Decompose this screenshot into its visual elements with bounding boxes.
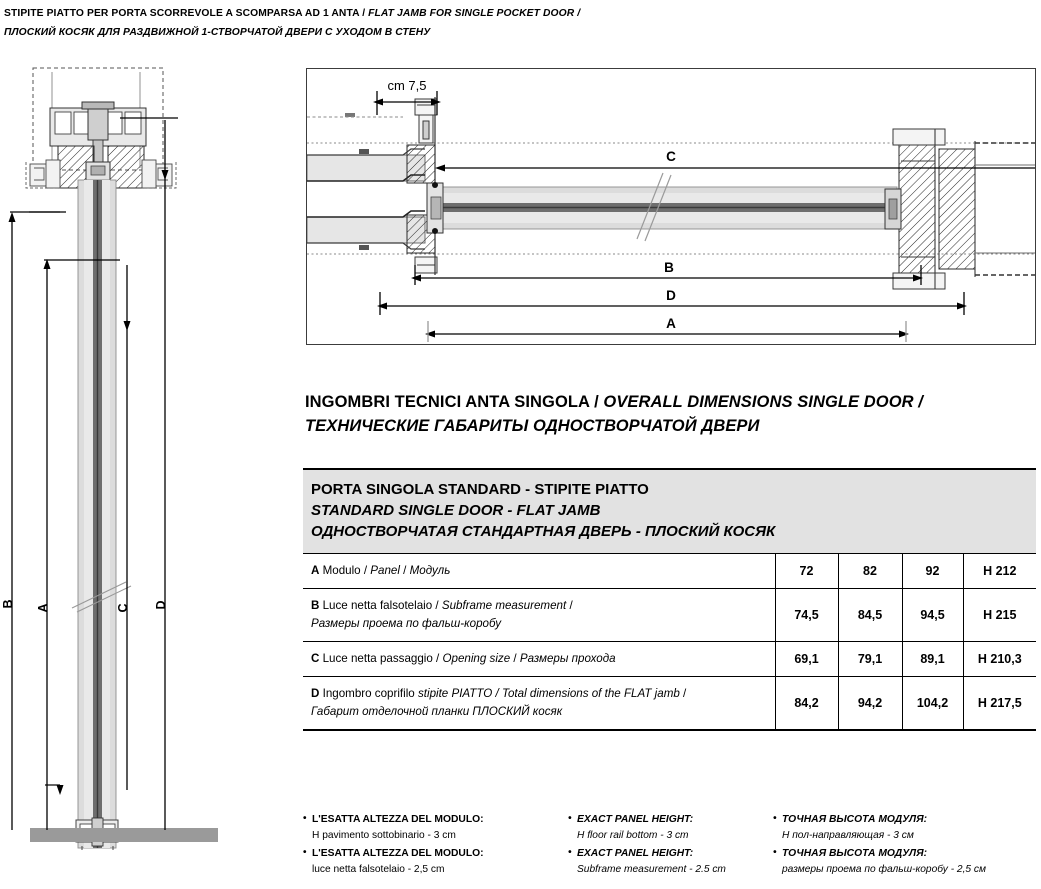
band-label-ru: ОДНОСТВОРЧАТАЯ СТАНДАРТНАЯ ДВЕРЬ - ПЛОСКИЙ КОСЯК [311, 523, 776, 540]
row-label [303, 589, 775, 642]
row-value: H 210,3 [963, 642, 1036, 677]
row-label [303, 642, 775, 677]
row-value: 94,2 [838, 677, 902, 730]
row-desc-mid: / [679, 687, 687, 700]
footnote-head: • L'ESATTA ALTEZZA DEL MODULO: [303, 846, 553, 862]
table-bottom-rule [303, 729, 1036, 731]
footnote-item [773, 812, 1041, 844]
footnote-item [568, 812, 768, 844]
footnote-head: • ТОЧНАЯ ВЫСОТА МОДУЛЯ: [773, 812, 1041, 828]
footnote-sub: Subframe measurement - 2.5 cm [577, 864, 726, 875]
floor-band [30, 828, 218, 842]
row-letter: D [311, 687, 320, 700]
row-letter: A [311, 564, 320, 577]
footnote-item [303, 812, 553, 844]
row-value: 92 [902, 554, 963, 589]
row-desc-it: Luce netta passaggio / [319, 652, 443, 665]
section-title [305, 390, 1035, 438]
footnote-item [568, 846, 768, 878]
row-desc-en: stipite PIATTO / Total dimensions of the FLAT jamb [417, 687, 680, 700]
elev-dim-d-label: D [154, 600, 168, 610]
row-value: 84,2 [775, 677, 838, 730]
row-desc-en: Opening size [442, 652, 511, 665]
footnote-head: • EXACT PANEL HEIGHT: [568, 846, 768, 862]
row-value: H 217,5 [963, 677, 1036, 730]
elevation-drawing [0, 60, 230, 850]
dim-a-label: A [666, 316, 676, 331]
elev-dim-c-label: C [116, 603, 130, 613]
footnote-sub: H floor rail bottom - 3 cm [577, 830, 689, 841]
table-row [303, 642, 1036, 677]
section-drawing [306, 68, 1036, 345]
cm-depth-label: cm 7,5 [387, 78, 427, 93]
footnote-head: • ТОЧНАЯ ВЫСОТА МОДУЛЯ: [773, 846, 1041, 862]
footnotes-it [303, 812, 553, 880]
row-value: 79,1 [838, 642, 902, 677]
row-value: 104,2 [902, 677, 963, 730]
table-row [303, 554, 1036, 589]
row-desc-line2: Размеры проема по фальш-коробу [311, 617, 502, 630]
row-value: H 215 [963, 589, 1036, 642]
row-value: 72 [775, 554, 838, 589]
table-header-band [303, 469, 1036, 554]
row-desc-mid: / [399, 564, 410, 577]
row-label [303, 677, 775, 730]
elev-dim-a-label: A [36, 603, 50, 613]
dimensions-table [303, 468, 1036, 731]
row-desc-it: Modulo / [319, 564, 371, 577]
document-header [4, 4, 624, 42]
band-label-it: PORTA SINGOLA STANDARD - STIPITE PIATTO [311, 481, 649, 498]
section-title-line-2: ТЕХНИЧЕСКИЕ ГАБАРИТЫ ОДНОСТВОРЧАТОЙ ДВЕРИ [305, 417, 760, 435]
header-title-it: STIPITE PIATTO PER PORTA SCORREVOLE A SCOMPARSA AD 1 ANTA / [4, 8, 369, 19]
row-desc-en: Panel [370, 564, 400, 577]
dim-b-label: B [664, 260, 674, 275]
dim-d-label: D [666, 288, 676, 303]
section-title-line-1 [305, 390, 1035, 414]
row-value: 84,5 [838, 589, 902, 642]
footnote-sub: Н пол-направляющая - 3 см [782, 830, 914, 841]
header-line-2: ПЛОСКИЙ КОСЯК ДЛЯ РАЗДВИЖНОЙ 1-СТВОРЧАТОЙ ДВЕРИ С УХОДОМ В СТЕНУ [4, 27, 431, 38]
footnote-sub: H pavimento sottobinario - 3 cm [312, 830, 456, 841]
header-title-en: FLAT JAMB FOR SINGLE POCKET DOOR / [368, 8, 581, 19]
row-letter: C [311, 652, 320, 665]
table-row [303, 589, 1036, 642]
row-desc-ru: Размеры прохода [519, 652, 616, 665]
row-desc-en: Subframe measurement [441, 599, 567, 612]
footnotes-en [568, 812, 768, 880]
row-desc-line2: Габарит отделочной планки ПЛОСКИЙ косяк [311, 705, 563, 718]
elev-dim-b-label: B [1, 599, 15, 609]
footnote-sub: размеры проема по фальш-коробу - 2,5 см [782, 864, 986, 875]
row-value: 82 [838, 554, 902, 589]
row-label [303, 554, 775, 589]
footnote-head: • EXACT PANEL HEIGHT: [568, 812, 768, 828]
row-value: 94,5 [902, 589, 963, 642]
table-row [303, 677, 1036, 730]
header-line-1 [4, 4, 624, 23]
row-value: 69,1 [775, 642, 838, 677]
band-label-en: STANDARD SINGLE DOOR - FLAT JAMB [311, 502, 601, 519]
row-desc-ru: Модуль [409, 564, 451, 577]
row-desc-mid: / [566, 599, 573, 612]
section-title-it: INGOMBRI TECNICI ANTA SINGOLA / [305, 393, 604, 411]
footnote-item [303, 846, 553, 878]
footnote-head: • L'ESATTA ALTEZZA DEL MODULO: [303, 812, 553, 828]
row-desc-it: Luce netta falsotelaio / [319, 599, 442, 612]
row-desc-it: Ingombro coprifilo [319, 687, 418, 700]
row-letter: B [311, 599, 320, 612]
row-value: 89,1 [902, 642, 963, 677]
footnotes-ru [773, 812, 1041, 880]
footnote-item [773, 846, 1041, 878]
section-title-en: OVERALL DIMENSIONS SINGLE DOOR / [603, 393, 923, 411]
dim-c-label: C [666, 149, 676, 164]
section-svg [307, 69, 1035, 344]
elevation-svg [0, 60, 230, 850]
row-value: 74,5 [775, 589, 838, 642]
row-value: H 212 [963, 554, 1036, 589]
row-desc-mid: / [510, 652, 520, 665]
footnote-sub: luce netta falsotelaio - 2,5 cm [312, 864, 445, 875]
